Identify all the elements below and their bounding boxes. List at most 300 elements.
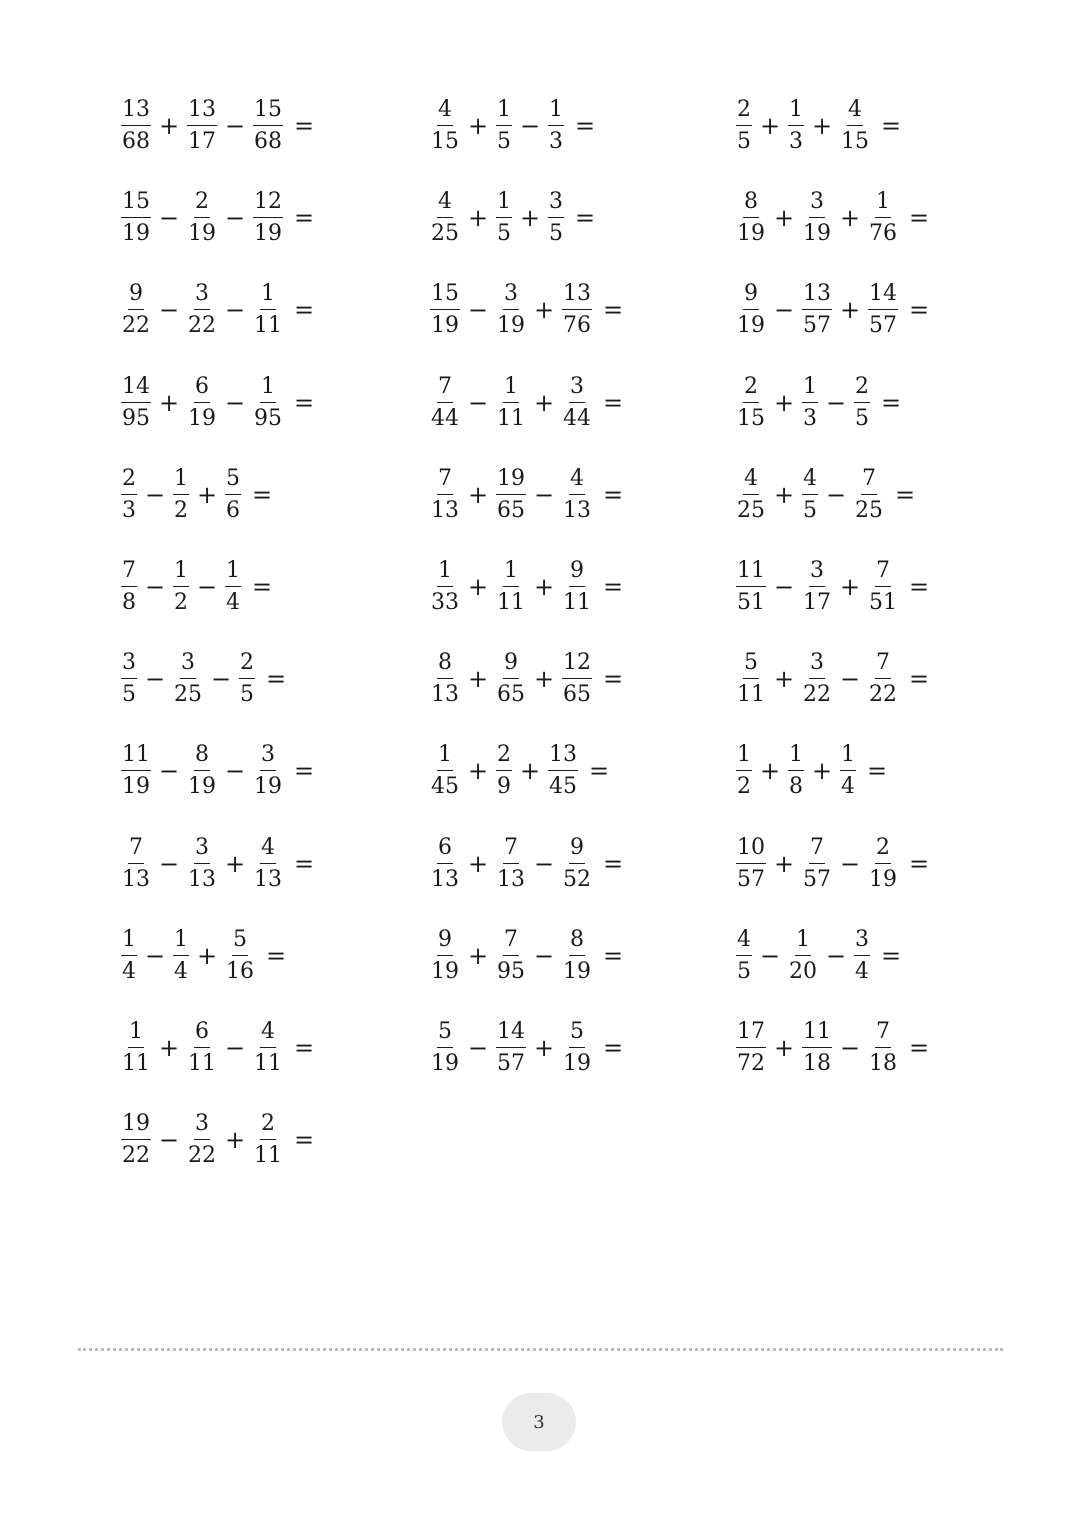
fraction (545, 191, 567, 245)
denominator: 22 (188, 1143, 216, 1168)
operator: − (144, 573, 166, 601)
denominator: 13 (497, 867, 525, 892)
operator: + (811, 757, 833, 785)
fraction (493, 468, 529, 522)
denominator: 19 (737, 221, 765, 246)
denominator: 15 (431, 129, 459, 154)
fraction (427, 468, 463, 522)
numerator: 8 (569, 929, 585, 956)
fraction (837, 744, 859, 798)
fraction (545, 744, 581, 798)
numerator: 4 (847, 99, 863, 126)
fraction (493, 560, 529, 614)
denominator: 5 (737, 129, 751, 154)
denominator: 11 (497, 406, 525, 431)
numerator: 9 (437, 929, 453, 956)
numerator: 4 (437, 99, 453, 126)
operator: − (158, 1126, 180, 1154)
denominator: 22 (869, 682, 897, 707)
numerator: 15 (121, 191, 151, 218)
fraction (785, 744, 807, 798)
fraction (865, 652, 901, 706)
fraction (118, 929, 140, 983)
numerator: 3 (503, 283, 519, 310)
denominator: 19 (188, 774, 216, 799)
denominator: 57 (737, 867, 765, 892)
denominator: 13 (431, 682, 459, 707)
denominator: 19 (563, 1051, 591, 1076)
numerator: 1 (496, 191, 512, 218)
operator: + (759, 112, 781, 140)
fraction (184, 191, 220, 245)
operator: − (467, 296, 489, 324)
fraction (799, 560, 835, 614)
denominator: 13 (563, 498, 591, 523)
denominator: 18 (803, 1051, 831, 1076)
fraction (733, 929, 755, 983)
denominator: 5 (122, 682, 136, 707)
equals-sign: = (293, 296, 315, 324)
operator: + (196, 942, 218, 970)
numerator: 12 (562, 652, 592, 679)
denominator: 3 (549, 129, 563, 154)
numerator: 13 (548, 744, 578, 771)
denominator: 19 (869, 867, 897, 892)
operator: − (533, 850, 555, 878)
denominator: 3 (803, 406, 817, 431)
numerator: 2 (239, 652, 255, 679)
numerator: 2 (260, 1113, 276, 1140)
fraction (493, 652, 529, 706)
dotted-divider (78, 1348, 1003, 1351)
numerator: 14 (868, 283, 898, 310)
numerator: 19 (496, 468, 526, 495)
numerator: 2 (496, 744, 512, 771)
problem-7 (118, 276, 322, 344)
problem-28 (118, 922, 294, 990)
equals-sign: = (866, 757, 888, 785)
problem-6 (733, 184, 937, 252)
fraction (559, 929, 595, 983)
fraction (733, 99, 755, 153)
fraction (250, 283, 286, 337)
fraction (545, 99, 567, 153)
equals-sign: = (602, 942, 624, 970)
numerator: 6 (437, 837, 453, 864)
fraction (184, 1021, 220, 1075)
equals-sign: = (251, 573, 273, 601)
numerator: 13 (562, 283, 592, 310)
denominator: 11 (254, 1143, 282, 1168)
fraction (733, 560, 769, 614)
fraction (118, 376, 154, 430)
operator: − (533, 481, 555, 509)
fraction (785, 929, 821, 983)
fraction (799, 652, 835, 706)
operator: + (773, 204, 795, 232)
operator: + (773, 850, 795, 878)
denominator: 2 (174, 590, 188, 615)
denominator: 65 (563, 682, 591, 707)
fraction (559, 283, 595, 337)
fraction (559, 652, 595, 706)
equals-sign: = (602, 1034, 624, 1062)
denominator: 15 (737, 406, 765, 431)
equals-sign: = (265, 942, 287, 970)
numerator: 7 (503, 837, 519, 864)
equals-sign: = (588, 757, 610, 785)
numerator: 15 (253, 99, 283, 126)
equals-sign: = (574, 204, 596, 232)
numerator: 1 (260, 376, 276, 403)
equals-sign: = (908, 665, 930, 693)
operator: + (467, 204, 489, 232)
denominator: 16 (226, 959, 254, 984)
fraction (493, 191, 515, 245)
operator: − (825, 389, 847, 417)
denominator: 5 (855, 406, 869, 431)
denominator: 4 (226, 590, 240, 615)
fraction (865, 283, 901, 337)
operator: − (224, 1034, 246, 1062)
numerator: 1 (173, 468, 189, 495)
denominator: 13 (188, 867, 216, 892)
fraction (733, 744, 755, 798)
fraction (250, 376, 286, 430)
numerator: 1 (503, 376, 519, 403)
numerator: 9 (128, 283, 144, 310)
equals-sign: = (602, 389, 624, 417)
denominator: 19 (188, 221, 216, 246)
denominator: 68 (254, 129, 282, 154)
denominator: 45 (549, 774, 577, 799)
problem-12 (733, 369, 909, 437)
operator: − (158, 204, 180, 232)
denominator: 95 (254, 406, 282, 431)
numerator: 3 (121, 652, 137, 679)
problem-14 (427, 461, 631, 529)
denominator: 6 (226, 498, 240, 523)
fraction (427, 560, 463, 614)
denominator: 19 (563, 959, 591, 984)
operator: + (839, 204, 861, 232)
operator: − (158, 296, 180, 324)
denominator: 4 (855, 959, 869, 984)
equals-sign: = (293, 757, 315, 785)
denominator: 19 (254, 774, 282, 799)
fraction (222, 929, 258, 983)
denominator: 65 (497, 498, 525, 523)
equals-sign: = (574, 112, 596, 140)
operator: + (759, 757, 781, 785)
operator: − (224, 112, 246, 140)
equals-sign: = (293, 1126, 315, 1154)
denominator: 22 (122, 313, 150, 338)
numerator: 7 (875, 652, 891, 679)
operator: − (158, 757, 180, 785)
fraction (733, 283, 769, 337)
operator: − (825, 481, 847, 509)
fraction (851, 468, 887, 522)
operator: + (839, 573, 861, 601)
denominator: 4 (841, 774, 855, 799)
operator: − (467, 389, 489, 417)
numerator: 7 (809, 837, 825, 864)
problem-33 (733, 1014, 937, 1082)
numerator: 1 (437, 744, 453, 771)
operator: − (224, 296, 246, 324)
fraction (118, 744, 154, 798)
problem-11 (427, 369, 631, 437)
fraction (184, 1113, 220, 1167)
denominator: 19 (431, 959, 459, 984)
numerator: 1 (736, 744, 752, 771)
problem-9 (733, 276, 937, 344)
equals-sign: = (251, 481, 273, 509)
operator: + (467, 573, 489, 601)
denominator: 13 (431, 867, 459, 892)
operator: − (196, 573, 218, 601)
fraction (865, 1021, 901, 1075)
denominator: 19 (122, 221, 150, 246)
denominator: 25 (174, 682, 202, 707)
problem-21 (733, 645, 937, 713)
fraction (170, 652, 206, 706)
equals-sign: = (602, 850, 624, 878)
operator: − (519, 112, 541, 140)
equals-sign: = (602, 296, 624, 324)
fraction (559, 560, 595, 614)
fraction (118, 1113, 154, 1167)
numerator: 4 (569, 468, 585, 495)
numerator: 3 (260, 744, 276, 771)
numerator: 7 (875, 560, 891, 587)
operator: − (773, 296, 795, 324)
numerator: 10 (736, 837, 766, 864)
numerator: 3 (548, 191, 564, 218)
numerator: 1 (503, 560, 519, 587)
denominator: 19 (431, 1051, 459, 1076)
problem-29 (427, 922, 631, 990)
numerator: 1 (128, 1021, 144, 1048)
fraction (559, 837, 595, 891)
operator: − (759, 942, 781, 970)
fraction (851, 376, 873, 430)
numerator: 2 (875, 837, 891, 864)
numerator: 9 (569, 560, 585, 587)
denominator: 5 (549, 221, 563, 246)
numerator: 13 (121, 99, 151, 126)
denominator: 13 (122, 867, 150, 892)
numerator: 7 (128, 837, 144, 864)
numerator: 7 (437, 468, 453, 495)
numerator: 3 (809, 560, 825, 587)
equals-sign: = (908, 296, 930, 324)
operator: + (158, 112, 180, 140)
numerator: 3 (569, 376, 585, 403)
operator: − (224, 757, 246, 785)
denominator: 19 (803, 221, 831, 246)
equals-sign: = (880, 942, 902, 970)
denominator: 5 (497, 129, 511, 154)
operator: + (224, 1126, 246, 1154)
numerator: 5 (225, 468, 241, 495)
fraction (493, 1021, 529, 1075)
operator: − (839, 665, 861, 693)
denominator: 18 (869, 1051, 897, 1076)
fraction (799, 837, 835, 891)
fraction (184, 837, 220, 891)
numerator: 1 (496, 99, 512, 126)
problem-17 (427, 553, 631, 621)
numerator: 1 (802, 376, 818, 403)
fraction (118, 99, 154, 153)
fraction (733, 1021, 769, 1075)
equals-sign: = (880, 389, 902, 417)
denominator: 25 (737, 498, 765, 523)
numerator: 17 (736, 1021, 766, 1048)
numerator: 4 (437, 191, 453, 218)
fraction (799, 283, 835, 337)
denominator: 11 (254, 313, 282, 338)
fraction (236, 652, 258, 706)
problem-18 (733, 553, 937, 621)
fraction (170, 468, 192, 522)
denominator: 57 (803, 867, 831, 892)
fraction (427, 376, 463, 430)
denominator: 22 (803, 682, 831, 707)
denominator: 3 (789, 129, 803, 154)
fraction (250, 191, 286, 245)
numerator: 3 (809, 652, 825, 679)
problem-26 (427, 830, 631, 898)
fraction (427, 99, 463, 153)
numerator: 4 (260, 837, 276, 864)
numerator: 2 (121, 468, 137, 495)
denominator: 11 (254, 1051, 282, 1076)
operator: + (773, 665, 795, 693)
fraction (733, 468, 769, 522)
equals-sign: = (894, 481, 916, 509)
problem-13 (118, 461, 280, 529)
problem-27 (733, 830, 937, 898)
denominator: 4 (174, 959, 188, 984)
fraction (733, 652, 769, 706)
denominator: 3 (122, 498, 136, 523)
fraction (733, 837, 769, 891)
operator: + (773, 481, 795, 509)
denominator: 17 (188, 129, 216, 154)
numerator: 1 (121, 929, 137, 956)
numerator: 1 (437, 560, 453, 587)
operator: + (467, 481, 489, 509)
operator: + (773, 1034, 795, 1062)
problem-1 (118, 92, 322, 160)
denominator: 5 (240, 682, 254, 707)
numerator: 5 (232, 929, 248, 956)
denominator: 11 (497, 590, 525, 615)
denominator: 19 (188, 406, 216, 431)
fraction (427, 283, 463, 337)
operator: − (839, 1034, 861, 1062)
equals-sign: = (293, 389, 315, 417)
numerator: 15 (430, 283, 460, 310)
operator: − (224, 204, 246, 232)
denominator: 44 (431, 406, 459, 431)
numerator: 7 (121, 560, 137, 587)
numerator: 5 (569, 1021, 585, 1048)
denominator: 13 (431, 498, 459, 523)
fraction (559, 376, 595, 430)
denominator: 17 (803, 590, 831, 615)
problem-15 (733, 461, 923, 529)
equals-sign: = (265, 665, 287, 693)
fraction (799, 468, 821, 522)
numerator: 7 (875, 1021, 891, 1048)
fraction (184, 744, 220, 798)
fraction (493, 929, 529, 983)
numerator: 9 (503, 652, 519, 679)
numerator: 9 (743, 283, 759, 310)
numerator: 6 (194, 376, 210, 403)
problem-24 (733, 737, 895, 805)
problem-30 (733, 922, 909, 990)
denominator: 2 (737, 774, 751, 799)
equals-sign: = (602, 665, 624, 693)
fraction (118, 1021, 154, 1075)
numerator: 5 (743, 652, 759, 679)
fraction (799, 191, 835, 245)
numerator: 5 (437, 1021, 453, 1048)
numerator: 2 (854, 376, 870, 403)
denominator: 19 (254, 221, 282, 246)
fraction (170, 929, 192, 983)
fraction (118, 652, 140, 706)
operator: − (210, 665, 232, 693)
fraction (427, 837, 463, 891)
denominator: 52 (563, 867, 591, 892)
denominator: 19 (737, 313, 765, 338)
denominator: 19 (122, 774, 150, 799)
denominator: 22 (122, 1143, 150, 1168)
denominator: 8 (122, 590, 136, 615)
numerator: 4 (743, 468, 759, 495)
denominator: 19 (497, 313, 525, 338)
fraction (851, 929, 873, 983)
denominator: 76 (869, 221, 897, 246)
denominator: 76 (563, 313, 591, 338)
problem-5 (427, 184, 603, 252)
problem-22 (118, 737, 322, 805)
equals-sign: = (293, 204, 315, 232)
fraction (250, 1021, 286, 1075)
operator: + (533, 296, 555, 324)
fraction (493, 376, 529, 430)
denominator: 4 (122, 959, 136, 984)
fraction (559, 468, 595, 522)
equals-sign: = (293, 850, 315, 878)
numerator: 4 (736, 929, 752, 956)
page-number: 3 (533, 1411, 545, 1433)
fraction (865, 191, 901, 245)
operator: − (825, 942, 847, 970)
operator: + (467, 112, 489, 140)
operator: − (839, 850, 861, 878)
numerator: 7 (437, 376, 453, 403)
fraction (184, 376, 220, 430)
fraction (250, 837, 286, 891)
fraction (222, 468, 244, 522)
